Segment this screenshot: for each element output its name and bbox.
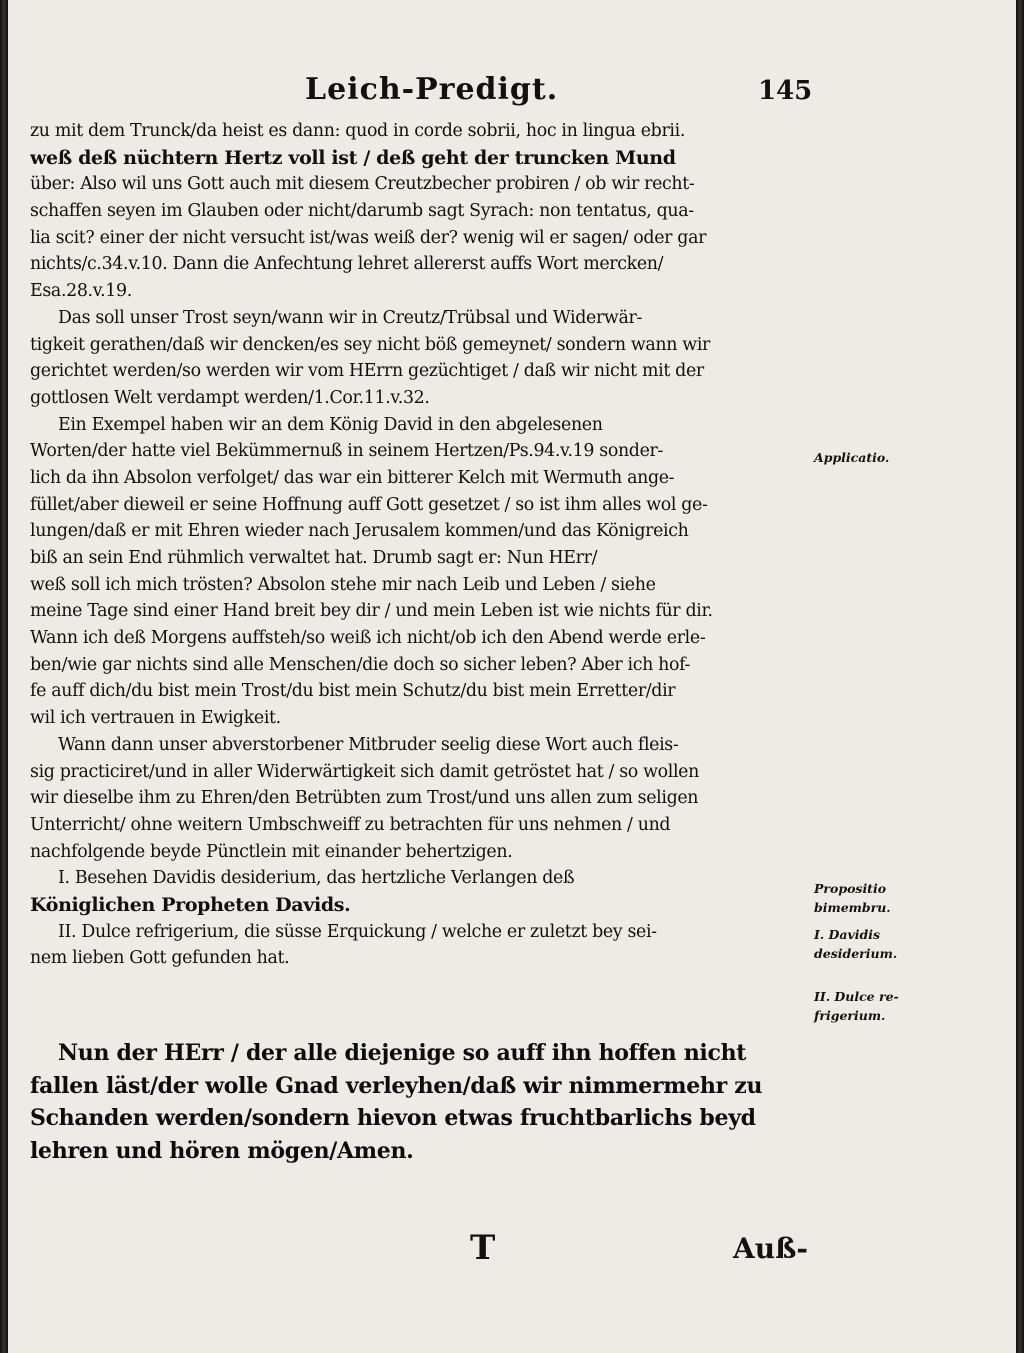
text-line: Das soll unser Trost seyn/wann wir in Creutz/Trübsal und Widerwär- — [58, 307, 642, 328]
running-title: Leich-Predigt. — [305, 72, 559, 107]
text-line: nachfolgende beyde Pünctlein mit einander behertzigen. — [30, 841, 513, 862]
text-line: lich da ihn Absolon verfolget/ das war ein bitterer Kelch mit Wermuth ange- — [30, 467, 675, 488]
margin-note-dulce: II. Dulce re- frigerium. — [814, 989, 899, 1023]
page-number: 145 — [758, 76, 813, 106]
text-line: nichts/c.34.v.10. Dann die Anfechtung lehret allererst auffs Wort mercken/ — [30, 254, 664, 275]
text-line: sig practiciret/und in aller Widerwärtigkeit sich damit getröstet hat / so wollen — [30, 761, 699, 782]
text-line: weß soll ich mich trösten? Absolon stehe mir nach Leib und Leben / siehe — [30, 574, 656, 595]
text-line: Worten/der hatte viel Bekümmernuß in seinem Hertzen/Ps.94.v.19 sonder- — [30, 441, 664, 462]
closing-prayer — [30, 1037, 820, 1167]
text-line: Wann ich deß Morgens auffsteh/so weiß ich nicht/ob ich den Abend werde erle- — [30, 628, 706, 649]
text-line: über: Also wil uns Gott auch mit diesem Creutzbecher probiren / ob wir recht- — [30, 174, 695, 195]
text-line: I. Besehen Davidis desiderium, das hertzliche Verlangen deß — [58, 868, 575, 889]
page-footer — [0, 1228, 1024, 1278]
text-line: lia scit? einer der nicht versucht ist/was weiß der? wenig wil er sagen/ oder gar — [30, 227, 707, 248]
text-line: füllet/aber dieweil er seine Hoffnung auff Gott gesetzet / so ist ihm alles wol ge- — [30, 494, 708, 515]
text-line: gottlosen Welt verdampt werden/1.Cor.11.v.32. — [30, 387, 430, 408]
text-line: nem lieben Gott gefunden hat. — [30, 948, 290, 969]
text-line: wir dieselbe ihm zu Ehren/den Betrübten zum Trost/und uns allen zum seligen — [30, 788, 699, 809]
text-line: biß an sein End rühmlich verwaltet hat. Drumb sagt er: Nun HErr/ — [30, 548, 598, 568]
text-line: Wann dann unser abverstorbener Mitbruder seelig diese Wort auch fleis- — [58, 734, 679, 755]
text-line: zu mit dem Trunck/da heist es dann: quod in corde sobrii, hoc in lingua ebrii. — [30, 121, 686, 141]
catchword: Auß- — [733, 1232, 808, 1265]
text-line: Ein Exempel haben wir an dem König David in den abgelesenen — [58, 414, 603, 435]
text-line: Nun der HErr / der alle diejenige so auff ihn hoffen nicht — [58, 1040, 747, 1066]
text-line: meine Tage sind einer Hand breit bey dir / und mein Leben ist wie nichts für dir. — [30, 601, 713, 622]
text-line: ben/wie gar nichts sind alle Menschen/die doch so sicher leben? Aber ich hof- — [30, 654, 691, 675]
text-line: fe auff dich/du bist mein Trost/du bist mein Schutz/du bist mein Erretter/dir — [30, 681, 676, 702]
sermon-body — [30, 118, 820, 972]
page-header — [0, 72, 1024, 112]
signature-mark: T — [470, 1228, 496, 1268]
text-line: gerichtet werden/so werden wir vom HErrn gezüchtiget / daß wir nicht mit der — [30, 361, 704, 382]
text-line: tigkeit gerathen/daß wir dencken/es sey nicht böß gemeynet/ sondern wann wir — [30, 334, 711, 355]
margin-note-propositio: Propositio bimembru. — [814, 881, 891, 915]
text-line: Esa.28.v.19. — [30, 281, 132, 302]
margin-note-davidis: I. Davidis desiderium. — [814, 927, 898, 961]
text-line: lungen/daß er mit Ehren wieder nach Jerusalem kommen/und das Königreich — [30, 521, 689, 542]
text-line: fallen läst/der wolle Gnad verleyhen/daß wir nimmermehr zu — [30, 1072, 763, 1099]
text-line: Schanden werden/sondern hievon etwas fruchtbarlichs beyd — [30, 1105, 756, 1131]
text-line: lehren und hören mögen/Amen. — [30, 1137, 414, 1164]
text-line: Königlichen Propheten Davids. — [30, 893, 351, 916]
text-line: Unterricht/ ohne weitern Umbschweiff zu betrachten für uns nehmen / und — [30, 814, 671, 835]
text-line: wil ich vertrauen in Ewigkeit. — [30, 708, 281, 729]
text-line: II. Dulce refrigerium, die süsse Erquickung / welche er zuletzt bey sei- — [58, 921, 657, 942]
text-line: schaffen seyen im Glauben oder nicht/darumb sagt Syrach: non tentatus, qua- — [30, 201, 694, 222]
margin-note-applicatio: Applicatio. — [814, 450, 890, 465]
text-line: weß deß nüchtern Hertz voll ist / deß geht der truncken Mund — [30, 146, 676, 169]
page-left-edge — [0, 0, 8, 1353]
page-right-edge — [1016, 0, 1024, 1353]
